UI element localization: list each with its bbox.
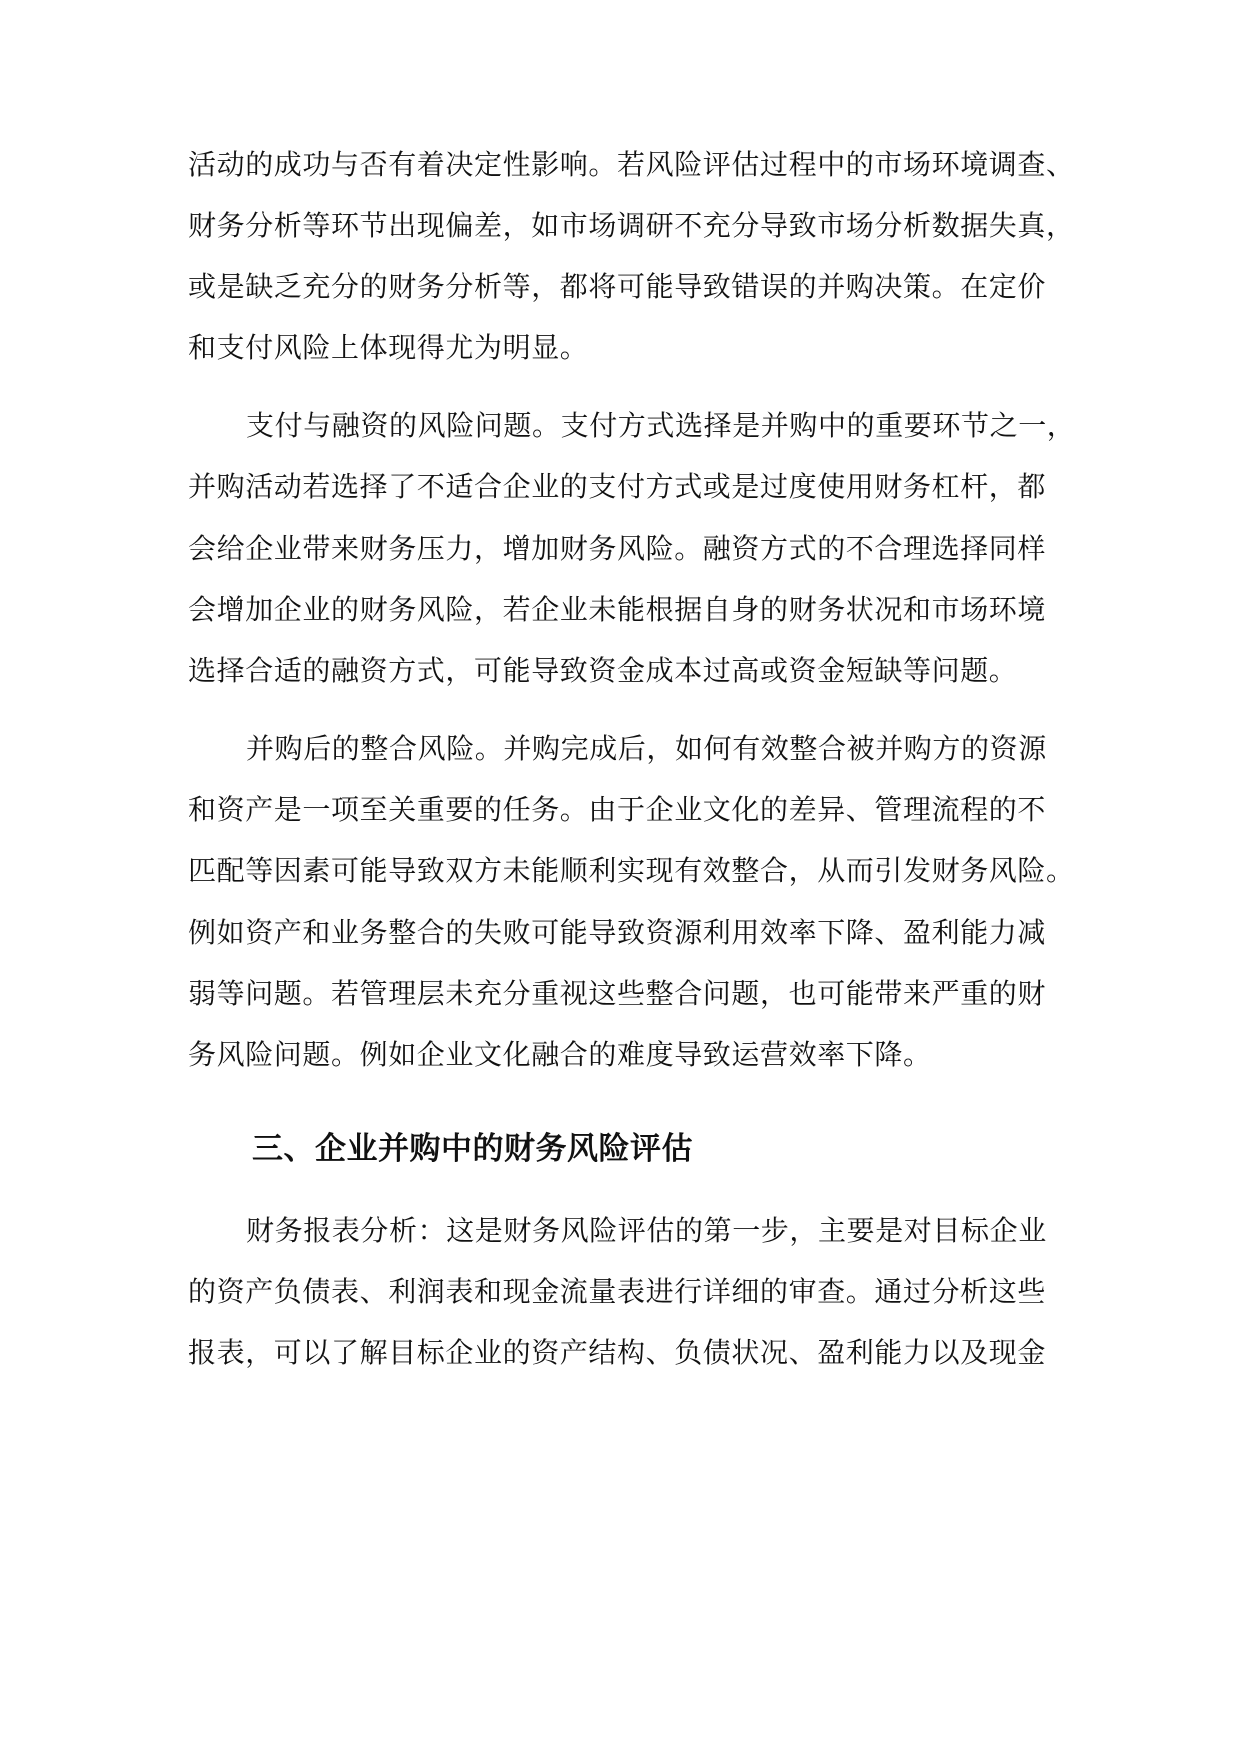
body-text-line: 匹配等因素可能导致双方未能顺利实现有效整合，从而引发财务风险。 (188, 854, 1075, 887)
body-text-line: 弱等问题。若管理层未充分重视这些整合问题，也可能带来严重的财 (188, 977, 1047, 1010)
body-text-line: 会给企业带来财务压力，增加财务风险。融资方式的不合理选择同样 (188, 532, 1047, 565)
section-heading: 三、企业并购中的财务风险评估 (252, 1131, 693, 1167)
body-text-line: 的资产负债表、利润表和现金流量表进行详细的审查。通过分析这些 (188, 1275, 1047, 1308)
body-text-line: 财务分析等环节出现偏差，如市场调研不充分导致市场分析数据失真， (188, 209, 1075, 242)
body-text-line: 或是缺乏充分的财务分析等，都将可能导致错误的并购决策。在定价 (188, 270, 1047, 303)
body-text-line: 会增加企业的财务风险，若企业未能根据自身的财务状况和市场环境 (188, 593, 1047, 626)
body-text-line: 活动的成功与否有着决定性影响。若风险评估过程中的市场环境调查、 (188, 148, 1075, 181)
body-text-line: 和支付风险上体现得尤为明显。 (188, 331, 589, 364)
paragraph-first-line: 财务报表分析：这是财务风险评估的第一步，主要是对目标企业 (246, 1214, 1047, 1247)
body-text-line: 报表，可以了解目标企业的资产结构、负债状况、盈利能力以及现金 (188, 1336, 1047, 1369)
paragraph-first-line: 并购后的整合风险。并购完成后，如何有效整合被并购方的资源 (246, 732, 1047, 765)
body-text-line: 选择合适的融资方式，可能导致资金成本过高或资金短缺等问题。 (188, 654, 1018, 687)
paragraph-first-line: 支付与融资的风险问题。支付方式选择是并购中的重要环节之一， (246, 409, 1076, 442)
body-text-line: 例如资产和业务整合的失败可能导致资源利用效率下降、盈利能力减 (188, 916, 1047, 949)
body-text-line: 务风险问题。例如企业文化融合的难度导致运营效率下降。 (188, 1038, 932, 1071)
body-text-line: 并购活动若选择了不适合企业的支付方式或是过度使用财务杠杆，都 (188, 470, 1047, 503)
body-text-line: 和资产是一项至关重要的任务。由于企业文化的差异、管理流程的不 (188, 793, 1047, 826)
